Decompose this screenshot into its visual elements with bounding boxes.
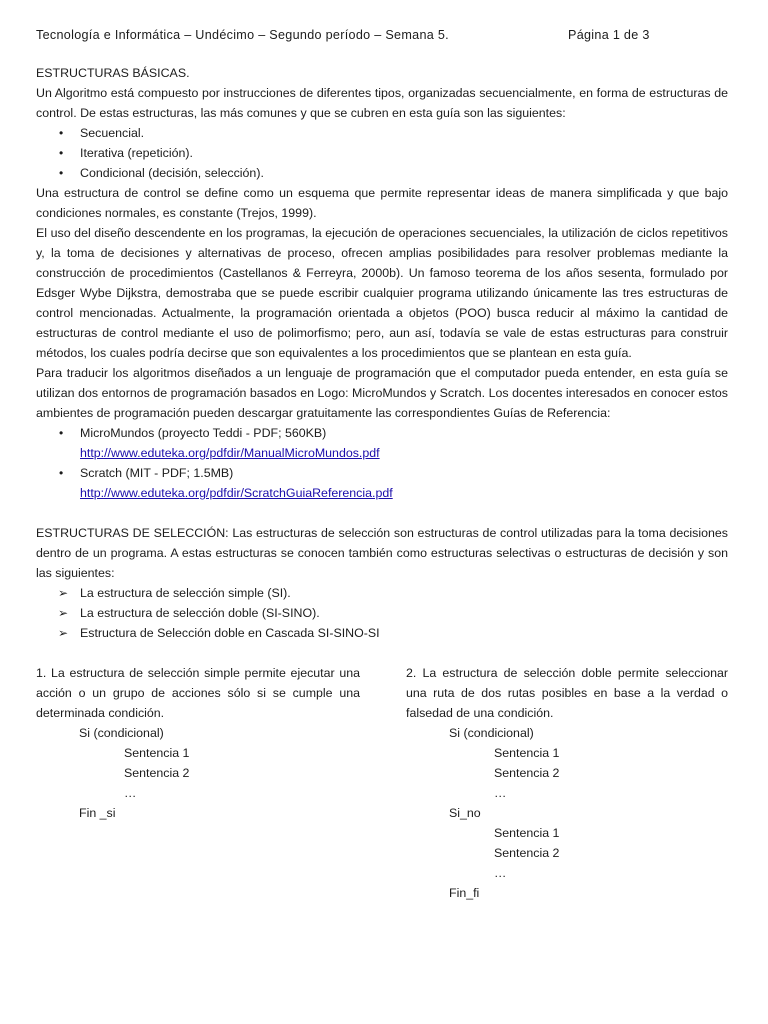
list-item: ➢ La estructura de selección simple (SI). — [36, 583, 728, 603]
list-item: ➢ Estructura de Selección doble en Cascada SI-SINO-SI — [36, 623, 728, 643]
arrow-bullet-icon: ➢ — [58, 606, 69, 620]
bullet-icon: • — [59, 126, 64, 140]
scratch-link[interactable]: http://www.eduteka.org/pdfdir/ScratchGuiaReferencia.pdf — [80, 486, 393, 500]
structures-list — [36, 123, 728, 183]
selection-list — [36, 583, 728, 643]
section-title: ESTRUCTURAS BÁSICAS. — [36, 66, 190, 80]
pseudocode-block: Si (condicional) Sentencia 1 Sentencia 2 … Si_no Sentencia 1 Sentencia 2 … Fin_fi — [449, 726, 560, 900]
history-paragraph: El uso del diseño descendente en los programas, la ejecución de operaciones secuenciales, la utilización de ciclos repetitivos y, la toma de decisiones y alternativas de proceso, ofrecen amplias posibilidades para resolver problemas mediante la construcción de procedimientos (Castellanos & Ferreyra, 2000b). Un famoso teorema de los años sesenta, formulado por Edsger Wybe Dijkstra, demostraba que se puede escribir cualquier programa utilizando únicamente las tres estructuras de control mencionadas. Actualmente, la programación orientada a objetos (POO) busca reducir al máximo la cantidad de estructuras de control mediante el uso de polimorfismo; pero, aun así, todavía se vale de estas estructuras para construir métodos, los cuales podría decirse que son equivalentes a los procedimientos que se plantean en esta guía. — [36, 226, 728, 360]
simple-selection-column — [36, 663, 360, 823]
list-item: ➢ La estructura de selección doble (SI-SINO). — [36, 603, 728, 623]
page-header — [36, 28, 736, 42]
bullet-icon: • — [59, 426, 64, 440]
pseudocode-block: Si (condicional) Sentencia 1 Sentencia 2 … Fin _si — [79, 726, 190, 820]
environments-paragraph: Para traducir los algoritmos diseñados a un lenguaje de programación que el computador pueda entender, en esta guía se utilizan dos entornos de programación basados en Logo: MicroMundos y Scratch. Los docentes interesados en conocer estos ambientes de programación pueden descargar gratuitamente las correspondientes Guías de Referencia: — [36, 366, 728, 420]
arrow-bullet-icon: ➢ — [58, 626, 69, 640]
double-selection-column — [406, 663, 728, 903]
list-item — [36, 463, 728, 503]
bullet-icon: • — [59, 146, 64, 160]
document-body — [36, 63, 728, 923]
list-item: • Secuencial. — [36, 123, 728, 143]
simple-selection-text: 1. La estructura de selección simple permite ejecutar una acción o un grupo de acciones sólo si se cumple una determinada condición. — [36, 666, 360, 720]
resource-label: MicroMundos (proyecto Teddi - PDF; 560KB) — [80, 426, 327, 440]
arrow-bullet-icon: ➢ — [58, 586, 69, 600]
resource-label: Scratch (MIT - PDF; 1.5MB) — [80, 466, 234, 480]
micromundos-link[interactable]: http://www.eduteka.org/pdfdir/ManualMicroMundos.pdf — [80, 446, 380, 460]
two-column-section — [36, 663, 728, 923]
bullet-icon: • — [59, 166, 64, 180]
bullet-icon: • — [59, 466, 64, 480]
list-item: • Iterativa (repetición). — [36, 143, 728, 163]
list-item: • Condicional (decisión, selección). — [36, 163, 728, 183]
double-selection-text: 2. La estructura de selección doble permite seleccionar una ruta de dos rutas posibles en base a la verdad o falsedad de una condición. — [406, 666, 728, 720]
header-title: Tecnología e Informática – Undécimo – Segundo período – Semana 5. — [36, 28, 449, 42]
selection-paragraph: ESTRUCTURAS DE SELECCIÓN: Las estructuras de selección son estructuras de control utilizadas para la toma decisiones dentro de un programa. A estas estructuras se conocen también como estructuras selectivas o estructuras de decisión y son las siguientes: — [36, 526, 728, 580]
page-number: Página 1 de 3 — [568, 28, 650, 42]
definition-paragraph: Una estructura de control se define como un esquema que permite representar ideas de manera simplificada y que bajo condiciones normales, es constante (Trejos, 1999). — [36, 186, 728, 220]
resources-list — [36, 423, 728, 503]
list-item — [36, 423, 728, 463]
intro-paragraph: Un Algoritmo está compuesto por instrucciones de diferentes tipos, organizadas secuencialmente, en forma de estructuras de control. De estas estructuras, las más comunes y que se cubren en esta guía son las siguientes: — [36, 86, 728, 120]
